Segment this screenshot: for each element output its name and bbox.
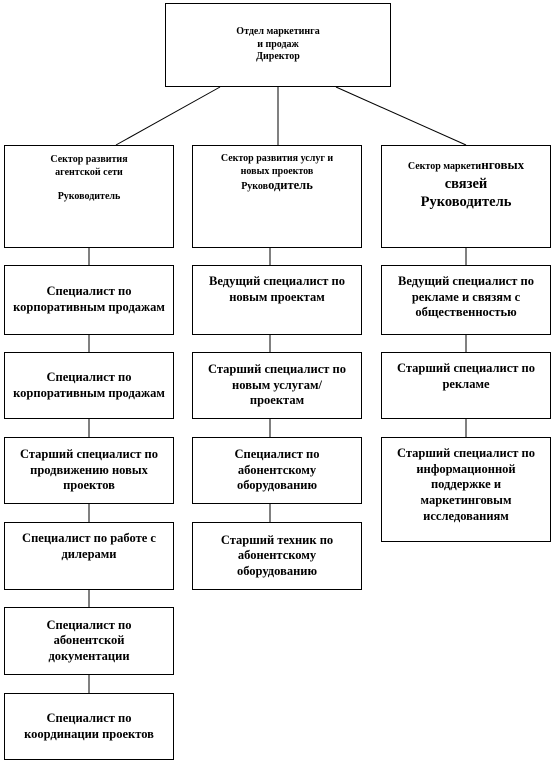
col3-item-2-text: Старший специалист по рекламе <box>397 361 535 391</box>
sector-2-line-2: новых проектов <box>240 165 314 177</box>
sector-3-prefix: Сектор маркети <box>407 161 482 172</box>
connector-root-col1 <box>116 87 220 145</box>
col2-item-1 <box>192 265 362 335</box>
col1-item-2 <box>4 352 174 419</box>
sector-1-role: Руководитель <box>57 191 121 202</box>
col1-item-1 <box>4 265 174 335</box>
col2-item-2 <box>192 352 362 419</box>
col1-item-5 <box>4 607 174 675</box>
col3-item-3 <box>381 437 551 542</box>
sector-2-role-suffix: одитель <box>268 178 313 192</box>
sector-3-role: Руководитель <box>420 194 512 211</box>
col2-item-4-text: Старший техник по абонентскому оборудованию <box>220 532 334 578</box>
sector-1-line-2: агентской сети <box>55 166 123 178</box>
sector-1-line-1: Сектор развития <box>50 154 128 165</box>
col2-item-4 <box>192 522 362 590</box>
sector-agent-network-box <box>4 145 174 248</box>
col2-item-2-text: Старший специалист по новым услугам/проектам <box>208 362 346 408</box>
root-line-2: и продаж <box>257 38 299 50</box>
col2-item-3-text: Специалист по абонентскому оборудованию <box>234 447 320 493</box>
col1-item-4-text: Специалист по работе с дилерами <box>22 531 156 561</box>
col1-item-2-text: Специалист по корпоративным продажам <box>13 369 165 400</box>
col1-item-3 <box>4 437 174 504</box>
sector-2-role-prefix: Руков <box>241 181 269 192</box>
root-box <box>165 3 391 87</box>
sector-3-suffix: нговых <box>481 157 525 172</box>
col2-item-1-text: Ведущий специалист по новым проектам <box>209 274 345 304</box>
sector-2-line-1: Сектор развития услуг и <box>220 153 334 164</box>
sector-2-role <box>241 178 313 194</box>
sector-marketing-relations-box <box>381 145 551 248</box>
col1-item-1-text: Специалист по корпоративным продажам <box>13 284 165 314</box>
col3-item-3-text: Старший специалист по информационной поддержке и маркетинговым исследованиям <box>397 446 535 523</box>
col1-item-6 <box>4 693 174 760</box>
col1-item-3-text: Старший специалист по продвижению новых проектов <box>20 447 158 493</box>
root-line-3: Директор <box>256 51 300 63</box>
sector-3-line-1 <box>408 155 524 175</box>
sector-services-projects-box <box>192 145 362 248</box>
root-line-1: Отдел маркетинга <box>236 26 320 38</box>
sector-3-line-2: связей <box>444 176 488 192</box>
col1-item-4 <box>4 522 174 590</box>
connector-root-col3 <box>336 87 466 145</box>
col1-item-5-text: Специалист по абонентской документации <box>46 617 132 663</box>
col2-item-3 <box>192 437 362 504</box>
col1-item-6-text: Специалист по координации проектов <box>24 710 154 741</box>
col3-item-2 <box>381 352 551 419</box>
col3-item-1-text: Ведущий специалист по рекламе и связям с общественностью <box>398 274 534 320</box>
col3-item-1 <box>381 265 551 335</box>
